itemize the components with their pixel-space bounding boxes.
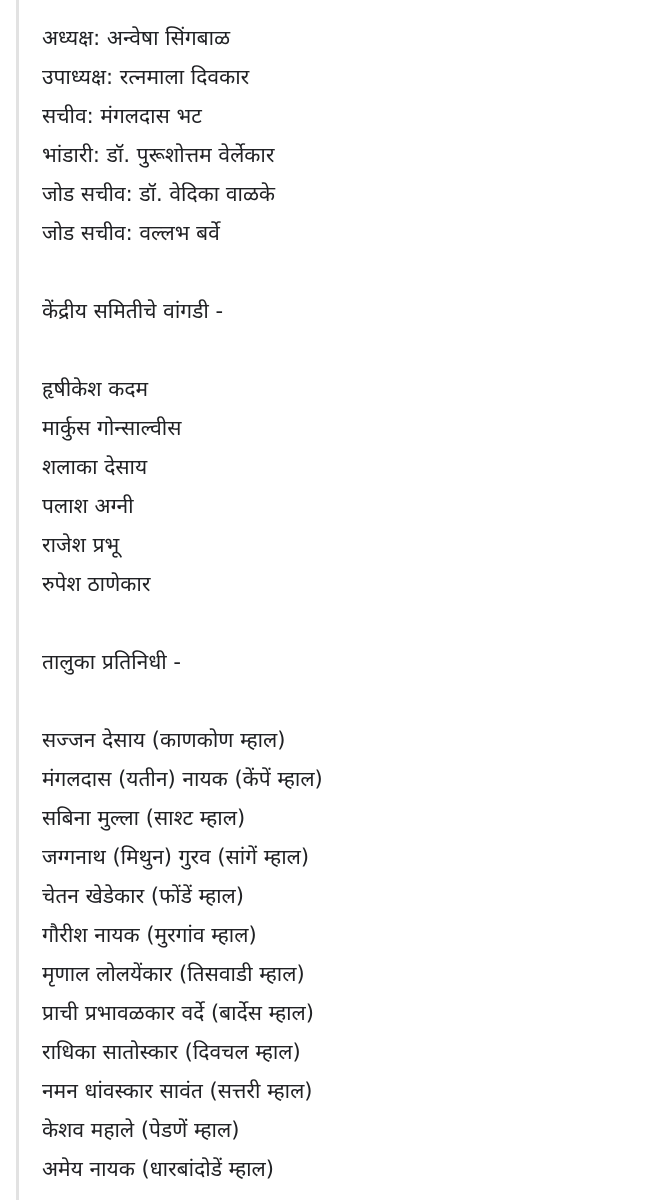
list-item: राधिका सातोस्कार (दिवचल म्हाल) — [42, 1040, 301, 1064]
list-item: राजेश प्रभू — [42, 533, 120, 557]
list-item: सज्जन देसाय (काणकोण म्हाल) — [42, 728, 286, 752]
list-item: गौरीश नायक (मुरगांव म्हाल) — [42, 923, 257, 947]
central-committee-list — [42, 370, 642, 604]
list-item: सबिना मुल्ला (साश्ट म्हाल) — [42, 806, 246, 830]
office-bearer-treasurer: भांडारी: डॉ. पुरूशोत्तम वेर्लेकार — [42, 143, 275, 167]
list-item: रुपेश ठाणेकार — [42, 572, 151, 596]
office-bearer-joint-secretary: जोड सचीव: डॉ. वेदिका वाळके — [42, 182, 276, 206]
list-item: मृणाल लोलयेंकार (तिसवाडी म्हाल) — [42, 962, 305, 986]
list-item: अमेय नायक (धारबांदोडें म्हाल) — [42, 1157, 274, 1181]
list-item: प्राची प्रभावळकार वर्दे (बार्देस म्हाल) — [42, 1001, 314, 1025]
list-item: हृषीकेश कदम — [42, 377, 149, 401]
list-item: मार्कुस गोन्साल्वीस — [42, 416, 182, 440]
office-bearers-list — [42, 19, 642, 253]
office-bearer-president: अध्यक्ष: अन्वेषा सिंगबाळ — [42, 26, 231, 50]
list-item: शलाका देसाय — [42, 455, 148, 479]
office-bearer-vice-president: उपाध्यक्ष: रत्नमाला दिवकार — [42, 65, 250, 89]
taluka-representatives-list — [42, 721, 642, 1189]
office-bearer-secretary: सचीव: मंगलदास भट — [42, 104, 202, 128]
list-item: पलाश अग्नी — [42, 494, 134, 518]
central-committee-heading: केंद्रीय समितीचे वांगडी - — [42, 299, 224, 323]
list-item: नमन धांवस्कार सावंत (सत्तरी म्हाल) — [42, 1079, 313, 1103]
taluka-representatives-heading: तालुका प्रतिनिधी - — [42, 650, 181, 674]
list-item: मंगलदास (यतीन) नायक (केंपें म्हाल) — [42, 767, 323, 791]
list-item: केशव महाले (पेडणें म्हाल) — [42, 1118, 240, 1142]
document-body — [42, 19, 642, 1189]
office-bearer-joint-secretary: जोड सचीव: वल्लभ बर्वे — [42, 221, 220, 245]
left-margin-rule — [16, 0, 19, 1200]
list-item: जग्गनाथ (मिथुन) गुरव (सांगें म्हाल) — [42, 845, 310, 869]
list-item: चेतन खेडेकार (फोंडें म्हाल) — [42, 884, 244, 908]
